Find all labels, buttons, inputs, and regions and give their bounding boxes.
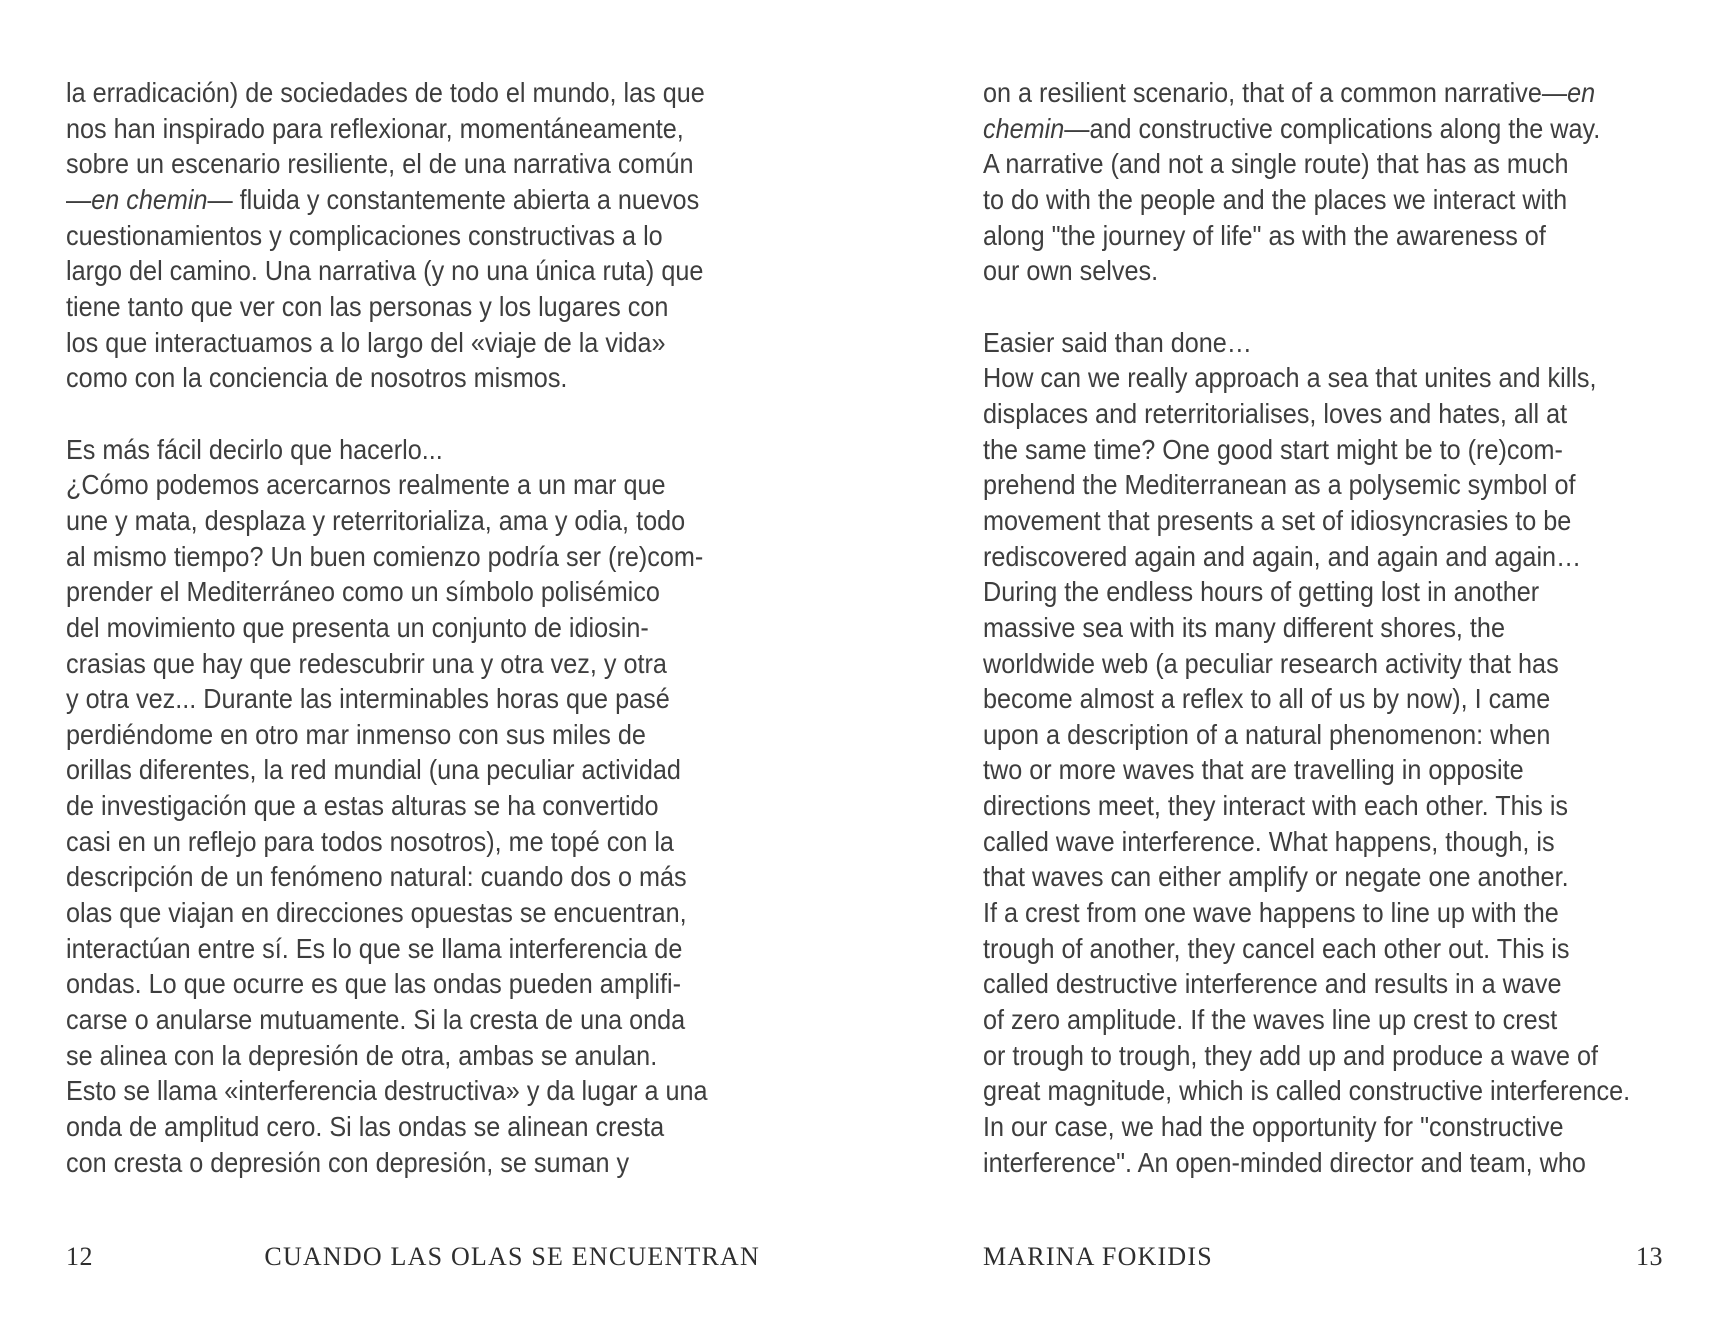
text-line: y otra vez... Durante las interminables horas que pasé	[66, 683, 670, 715]
text-line: In our case, we had the opportunity for "constructive	[983, 1111, 1564, 1143]
text-line: Es más fácil decirlo que hacerlo...	[66, 433, 443, 465]
text-line: trough of another, they cancel each other out. This is	[983, 932, 1570, 964]
text-line: How can we really approach a sea that unites and kills,	[983, 362, 1597, 394]
text-line: to do with the people and the places we interact with	[983, 183, 1568, 215]
right-page-text-column	[983, 75, 1630, 1180]
text-line: interference". An open-minded director and team, who	[983, 1146, 1586, 1178]
text-line: great magnitude, which is called constructive interference.	[983, 1075, 1631, 1107]
text-line: on a resilient scenario, that of a common narrative—en	[983, 77, 1596, 108]
text-line: During the endless hours of getting lost in another	[983, 576, 1540, 608]
right-page-footer	[983, 1242, 1663, 1272]
text-line	[983, 289, 1630, 325]
text-line: displaces and reterritorialises, loves and hates, all at	[983, 397, 1568, 429]
text-line: de investigación que a estas alturas se ha convertido	[66, 790, 659, 822]
text-line: called destructive interference and results in a wave	[983, 968, 1562, 1000]
text-line: become almost a reflex to all of us by now), I came	[983, 683, 1551, 715]
text-line: the same time? One good start might be to (re)com-	[983, 433, 1563, 465]
text-line: al mismo tiempo? Un buen comienzo podría ser (re)com-	[66, 540, 704, 572]
text-line: ¿Cómo podemos acercarnos realmente a un mar que	[66, 469, 666, 501]
text-line: del movimiento que presenta un conjunto de idiosin-	[66, 611, 649, 643]
text-line: along "the journey of life" as with the awareness of	[983, 219, 1546, 251]
text-line: massive sea with its many different shores, the	[983, 611, 1505, 643]
text-line: la erradicación) de sociedades de todo el mundo, las que	[66, 77, 705, 108]
text-line: Esto se llama «interferencia destructiva» y da lugar a una	[66, 1075, 708, 1107]
text-line: of zero amplitude. If the waves line up crest to crest	[983, 1004, 1558, 1036]
text-line: se alinea con la depresión de otra, ambas se anulan.	[66, 1039, 658, 1071]
text-line: perdiéndome en otro mar inmenso con sus miles de	[66, 718, 646, 750]
text-line: worldwide web (a peculiar research activity that has	[983, 647, 1559, 679]
text-line: chemin—and constructive complications along the way.	[983, 112, 1601, 144]
text-line	[66, 396, 708, 432]
text-line: rediscovered again and again, and again and again…	[983, 540, 1582, 572]
text-line: une y mata, desplaza y reterritorializa, ama y odia, todo	[66, 504, 686, 536]
text-line: that waves can either amplify or negate one another.	[983, 861, 1569, 893]
text-line: tiene tanto que ver con las personas y los lugares con	[66, 290, 669, 322]
text-line: or trough to trough, they add up and produce a wave of	[983, 1039, 1599, 1071]
text-line: nos han inspirado para reflexionar, momentáneamente,	[66, 112, 684, 144]
text-line: our own selves.	[983, 255, 1159, 287]
author-name: MARINA FOKIDIS	[983, 1242, 1213, 1271]
right-page-number: 13	[1636, 1242, 1663, 1271]
running-title: CUANDO LAS OLAS SE ENCUENTRAN	[264, 1242, 760, 1271]
text-line: If a crest from one wave happens to line up with the	[983, 897, 1559, 929]
text-line: movement that presents a set of idiosyncrasies to be	[983, 504, 1572, 536]
text-line: called wave interference. What happens, though, is	[983, 825, 1555, 857]
text-line: orillas diferentes, la red mundial (una peculiar actividad	[66, 754, 681, 786]
text-line: prender el Mediterráneo como un símbolo polisémico	[66, 576, 660, 608]
text-line: two or more waves that are travelling in opposite	[983, 754, 1524, 786]
text-line: con cresta o depresión con depresión, se suman y	[66, 1146, 630, 1178]
text-line: A narrative (and not a single route) that has as much	[983, 148, 1569, 180]
text-line: los que interactuamos a lo largo del «viaje de la vida»	[66, 326, 666, 358]
text-line: —en chemin— fluida y constantemente abierta a nuevos	[66, 183, 700, 215]
text-line: sobre un escenario resiliente, el de una narrativa común	[66, 148, 694, 180]
text-line: olas que viajan en direcciones opuestas se encuentran,	[66, 897, 687, 929]
left-page-text-column	[66, 75, 708, 1180]
text-line: carse o anularse mutuamente. Si la cresta de una onda	[66, 1004, 686, 1036]
left-page-footer	[66, 1242, 760, 1272]
text-line: directions meet, they interact with each other. This is	[983, 790, 1569, 822]
text-line: interactúan entre sí. Es lo que se llama interferencia de	[66, 932, 683, 964]
text-line: casi en un reflejo para todos nosotros), me topé con la	[66, 825, 674, 857]
text-line: descripción de un fenómeno natural: cuando dos o más	[66, 861, 687, 893]
left-page-number: 12	[66, 1242, 93, 1271]
text-line: prehend the Mediterranean as a polysemic symbol of	[983, 469, 1576, 501]
text-line: largo del camino. Una narrativa (y no una única ruta) que	[66, 255, 704, 287]
text-line: Easier said than done…	[983, 326, 1252, 358]
text-line: crasias que hay que redescubrir una y otra vez, y otra	[66, 647, 667, 679]
text-line: ondas. Lo que ocurre es que las ondas pueden amplifi-	[66, 968, 682, 1000]
text-line: como con la conciencia de nosotros mismos.	[66, 362, 568, 394]
text-line: cuestionamientos y complicaciones constructivas a lo	[66, 219, 663, 251]
text-line: upon a description of a natural phenomenon: when	[983, 718, 1551, 750]
text-line: onda de amplitud cero. Si las ondas se alinean cresta	[66, 1111, 665, 1143]
